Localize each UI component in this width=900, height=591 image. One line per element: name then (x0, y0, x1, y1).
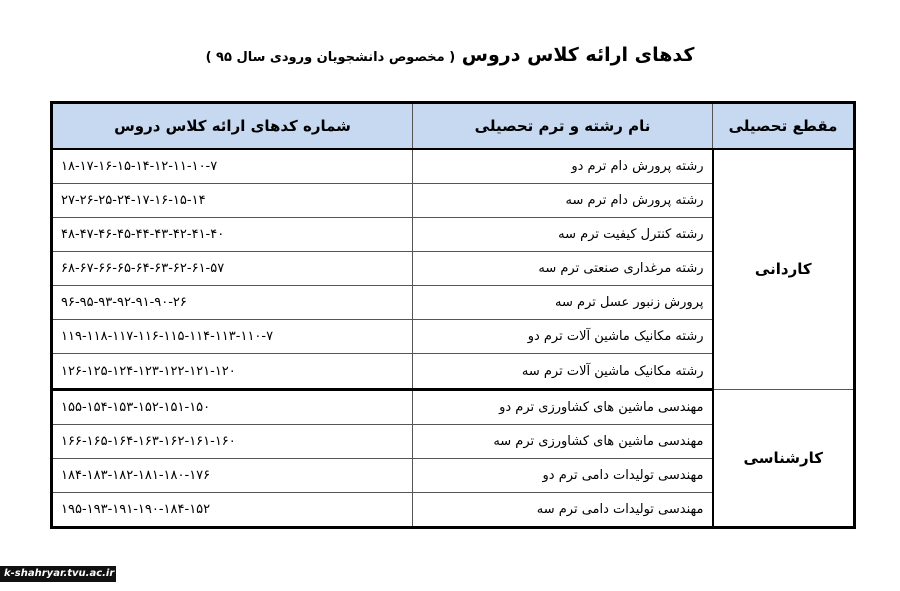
class-codes: ۱۲۶-۱۲۵-۱۲۴-۱۲۳-۱۲۲-۱۲۱-۱۲۰ (52, 354, 413, 389)
table-row (52, 389, 855, 424)
title-subtitle: ( مخصوص دانشجویان ورودی سال ۹۵ ) (205, 50, 456, 65)
program-name: رشته کنترل کیفیت ترم سه (413, 218, 713, 252)
header-name: نام رشته و ترم تحصیلی (413, 103, 713, 150)
class-codes: ۱۹۵-۱۹۳-۱۹۱-۱۹۰-۱۸۴-۱۵۲ (52, 492, 413, 527)
header-codes: شماره کدهای ارائه کلاس دروس (52, 103, 413, 150)
section-kardani: کاردانی (713, 149, 855, 389)
program-name: مهندسی تولیدات دامی ترم سه (413, 492, 713, 527)
site-watermark: k-shahryar.tvu.ac.ir (0, 566, 116, 582)
program-name: مهندسی ماشین های کشاورزی ترم سه (413, 424, 713, 458)
program-name: رشته پرورش دام ترم سه (413, 184, 713, 218)
program-name: پرورش زنبور عسل ترم سه (413, 286, 713, 320)
program-name: رشته مرغداری صنعتی ترم سه (413, 252, 713, 286)
class-codes: ۲۷-۲۶-۲۵-۲۴-۱۷-۱۶-۱۵-۱۴ (52, 184, 413, 218)
title-main: کدهای ارائه کلاس دروس (461, 44, 695, 66)
program-name: رشته پرورش دام ترم دو (413, 149, 713, 184)
course-codes-table (50, 101, 856, 529)
class-codes: ۱۶۶-۱۶۵-۱۶۴-۱۶۳-۱۶۲-۱۶۱-۱۶۰ (52, 424, 413, 458)
class-codes: ۴۸-۴۷-۴۶-۴۵-۴۴-۴۳-۴۲-۴۱-۴۰ (52, 218, 413, 252)
class-codes: ۱۱۹-۱۱۸-۱۱۷-۱۱۶-۱۱۵-۱۱۴-۱۱۳-۱۱۰-۷ (52, 320, 413, 354)
program-name: مهندسی تولیدات دامی ترم دو (413, 458, 713, 492)
class-codes: ۹۶-۹۵-۹۳-۹۲-۹۱-۹۰-۲۶ (52, 286, 413, 320)
page-title (0, 44, 900, 66)
class-codes: ۱۵۵-۱۵۴-۱۵۳-۱۵۲-۱۵۱-۱۵۰ (52, 389, 413, 424)
program-name: رشته مکانیک ماشین آلات ترم سه (413, 354, 713, 389)
program-name: مهندسی ماشین های کشاورزی ترم دو (413, 389, 713, 424)
program-name: رشته مکانیک ماشین آلات ترم دو (413, 320, 713, 354)
class-codes: ۱۸۴-۱۸۳-۱۸۲-۱۸۱-۱۸۰-۱۷۶ (52, 458, 413, 492)
table-header-row (52, 103, 855, 150)
class-codes: ۱۸-۱۷-۱۶-۱۵-۱۴-۱۲-۱۱-۱۰-۷ (52, 149, 413, 184)
table-row (52, 149, 855, 184)
header-section: مقطع تحصیلی (713, 103, 855, 150)
section-karshenasi: کارشناسی (713, 389, 855, 527)
class-codes: ۶۸-۶۷-۶۶-۶۵-۶۴-۶۳-۶۲-۶۱-۵۷ (52, 252, 413, 286)
